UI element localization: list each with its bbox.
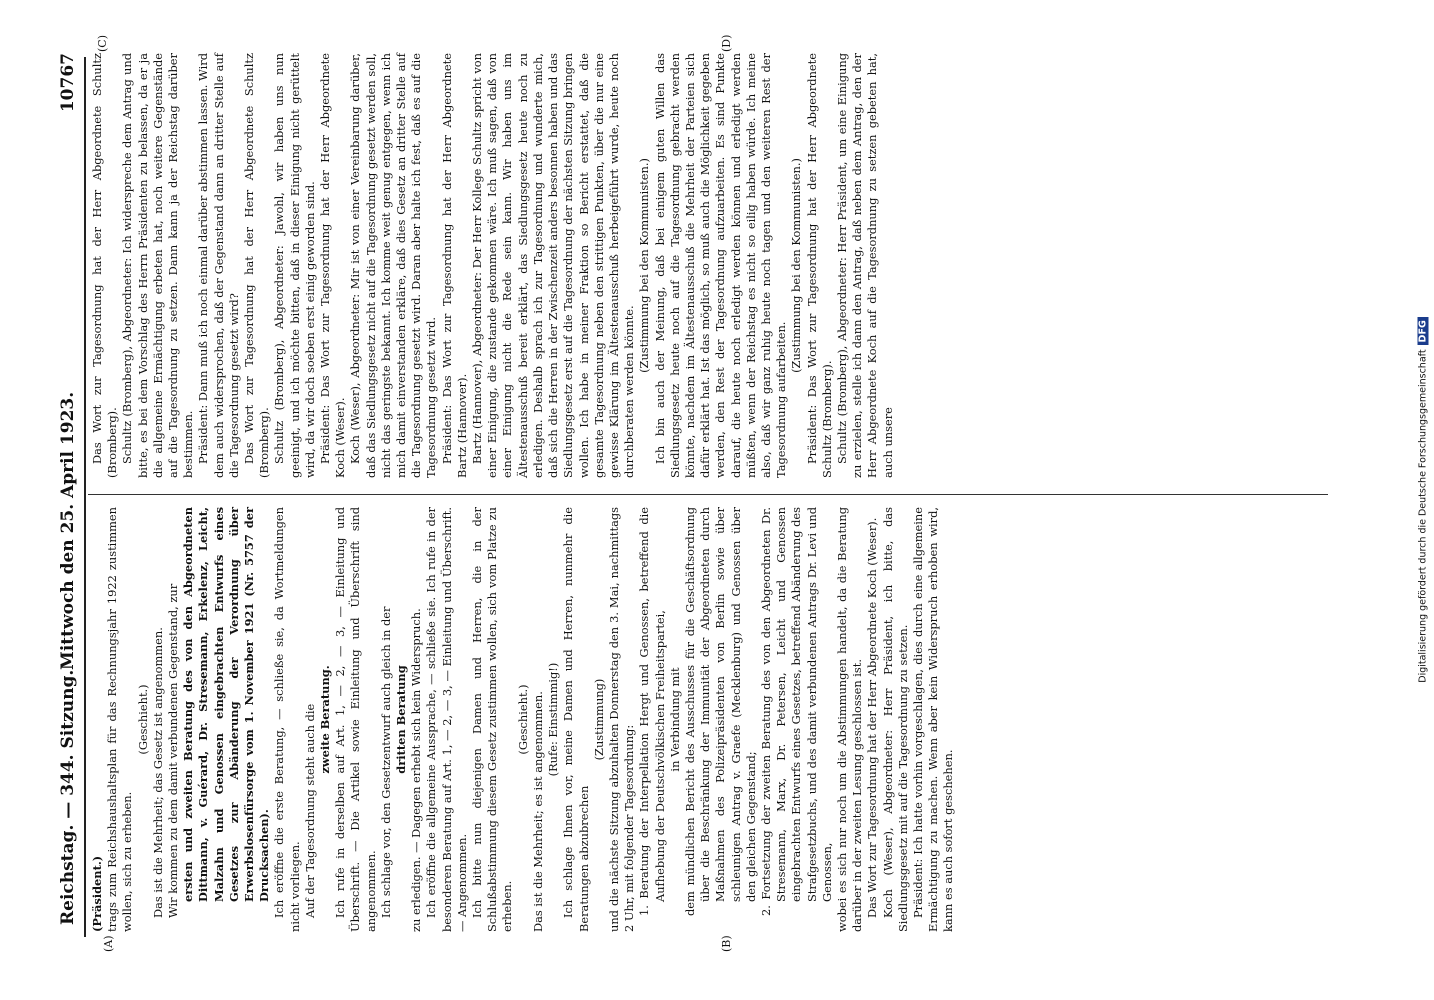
margin-mark-b: (B) bbox=[720, 935, 733, 952]
paragraph: Das ist die Mehrheit; es ist angenommen. bbox=[530, 691, 545, 932]
paragraph: Ich eröffne die erste Beratung, — schließe sie, da Wortmeldungen nicht vorliegen. bbox=[272, 507, 302, 932]
margin-mark-c: (C) bbox=[96, 35, 109, 52]
margin-mark-a: (A) bbox=[102, 935, 115, 952]
section-heading: zweite Beratung. bbox=[318, 665, 333, 774]
paragraph: wobei es sich nur noch um die Abstimmungen handelt, da die Beratung darüber in der zweiten Lesung geschlossen ist. bbox=[834, 507, 865, 932]
speech-paragraph: Schultz (Bromberg), Abgeordneter: Ich widerspreche dem Antrag und bitte, es bei dem Vorschlag des Herrn Präsidenten zu belassen, da er ja die allgemeine Ermächtigung erbeten hat, noch weitere Gegenstände auf die Tagesordnung zu setzen. Dann kann ja der Reichstag darüber bestimmen. bbox=[120, 53, 196, 478]
speaker-continuation: (Präsident.) bbox=[90, 855, 104, 932]
dfg-credit-text: Digitalisierung gefördert durch die Deutsche Forschungsgemeinschaft bbox=[1417, 349, 1429, 683]
paragraph: Auf der Tagesordnung steht auch die bbox=[302, 703, 317, 918]
stage-direction: (Geschieht.) bbox=[515, 684, 530, 755]
paragraph: Das ist die Mehrheit; das Gesetz ist angenommen. bbox=[150, 627, 165, 918]
stage-direction: (Rufe: Einstimmig!) bbox=[546, 662, 561, 777]
dfg-logo: DFG bbox=[1418, 317, 1429, 345]
agenda-item-heading: ersten und zweiten Beratung des von den Abgeordneten Dittmann, v. Guérard, Dr. Stresemann, Erkelenz, Leicht, Malzahn und Genossen eingebrachten Entwurfs eines Gesetzes zur Abänderung der Verordnung über Erwerbslosenfürsorge vom 1. November 1921 (Nr. 5757 der Drucksachen). bbox=[181, 507, 272, 902]
speech-paragraph: Präsident: Das Wort zur Tagesordnung hat der Herr Abgeordnete Bartz (Hannover). bbox=[439, 53, 469, 478]
paragraph: Wir kommen zu dem damit verbundenen Gegenstand, zur bbox=[166, 583, 181, 918]
agenda-list-item: 2. Fortsetzung der zweiten Beratung des von den Abgeordneten Dr. Stresemann, Marx, Dr. Petersen, Leicht und Genossen eingebrachten Entwurfs eines Gesetzes, betreffend Abänderung des Strafgesetzbuchs, und des damit verbundenen Antrags Dr. Levi und Genossen, bbox=[758, 507, 834, 916]
stage-direction: (Zustimmung bei den Kommunisten.) bbox=[789, 158, 804, 373]
stage-direction: (Zustimmung) bbox=[591, 678, 606, 761]
page-header bbox=[58, 0, 84, 1000]
credit-strip bbox=[1412, 0, 1434, 1000]
stage-direction: (Zustimmung bei den Kommunisten.) bbox=[637, 158, 652, 373]
paragraph: und die nächste Sitzung abzuhalten Donnerstag den 3. Mai, nachmittags 2 Uhr, mit folgender Tagesordnung: bbox=[606, 507, 637, 932]
paragraph: Ich eröffne die allgemeine Aussprache, — schließe sie. Ich rufe in der besonderen Beratung auf Art. 1, — 2, — 3, — Einleitung und Überschrift. — Angenommen. bbox=[424, 507, 469, 932]
paragraph: trags zum Reichshaushaltsplan für das Rechnungsjahr 1922 zustimmen wollen, sich zu erheben. bbox=[105, 507, 135, 932]
paragraph: Ich rufe in derselben auf Art. 1, — 2, — 3, — Einleitung und Überschrift. — Die Artikel sowie Einleitung und Überschrift sind angenommen. bbox=[333, 507, 378, 932]
stage-direction: (Geschieht.) bbox=[135, 684, 150, 755]
paragraph: Das Wort zur Tagesordnung hat der Herr Abgeordnete Schultz (Bromberg). bbox=[242, 53, 272, 478]
header-date: Mittwoch den 25. April 1923. bbox=[58, 391, 78, 670]
speech-paragraph: Koch (Weser), Abgeordneter: Herr Präsident, ich bitte, das Siedlungsgesetz mit auf die Tagesordnung zu setzen. bbox=[880, 507, 910, 932]
right-column bbox=[90, 53, 896, 478]
left-column bbox=[90, 507, 957, 932]
paragraph: zu erledigen. — Dagegen erhebt sich kein Widerspruch. bbox=[409, 608, 424, 932]
speech-paragraph: Präsident: Das Wort zur Tagesordnung hat der Herr Abgeordnete Koch (Weser). bbox=[318, 53, 348, 478]
paragraph: Das Wort zur Tagesordnung hat der Herr Abgeordnete Koch (Weser). bbox=[865, 517, 880, 918]
speech-paragraph: Schultz (Bromberg), Abgeordneter: Herr Präsident, um eine Einigung zu erzielen, stelle ich dann den Antrag, daß neben dem Antrag, den der Herr Abgeordnete Koch auf die Tagesordnung zu setzen gebeten hat, auch unsere bbox=[834, 53, 895, 478]
speech-paragraph: Präsident: Das Wort zur Tagesordnung hat der Herr Abgeordnete Schultz (Bromberg). bbox=[804, 53, 834, 478]
header-rule bbox=[84, 57, 86, 937]
column-divider bbox=[88, 494, 1328, 495]
paragraph: Ich schlage vor, den Gesetzentwurf auch gleich in der bbox=[378, 606, 393, 918]
paragraph: in Verbindung mit bbox=[667, 667, 682, 772]
agenda-list-item: dem mündlichen Bericht des Ausschusses für die Geschäftsordnung über die Beschränkung der Immunität der Abgeordneten durch Maßnahmen des Polizeipräsidenten von Berlin sowie über schleunigen Antrag v. Graefe (Mecklenburg) und Genossen über den gleichen Gegenstand; bbox=[682, 507, 758, 916]
speech-paragraph: Präsident: Dann muß ich noch einmal darüber abstimmen lassen. Wird dem auch widersprochen, daß der Gegenstand dann an dritter Stelle auf die Tagesordnung gesetzt wird? bbox=[196, 53, 241, 478]
speech-paragraph: Bartz (Hannover), Abgeordneter: Der Herr Kollege Schultz spricht von einer Einigung, die zustande gekommen wäre. Ich muß sagen, daß von einer Einigung nicht die Rede sein kann. Wir haben uns im Ältestenausschuß bereit erklärt, das Siedlungsgesetz heute noch zu erledigen. Deshalb sprach ich zur Tagesordnung und wunderte mich, daß sich die Herren in der Zwischenzeit anders besonnen haben und das Siedlungsgesetz erst auf die Tagesordnung der nächsten Sitzung bringen wollen. Ich habe in meiner Fraktion so Bericht erstattet, daß die gesamte Tagesordnung neben den strittigen Punkten, über die nur eine gewisse Klärung im Ältestenausschuß herbeigeführt wurde, heute noch durchberaten werden könnte. bbox=[470, 53, 637, 478]
agenda-list-item: 1. Beratung der Interpellation Hergt und Genossen, betreffend die Aufhebung der Deutschvölkischen Freiheitspartei, bbox=[637, 507, 667, 916]
paragraph: Das Wort zur Tagesordnung hat der Herr Abgeordnete Schultz (Bromberg). bbox=[90, 53, 120, 478]
speech-paragraph: Koch (Weser), Abgeordneter: Mir ist von einer Vereinbarung darüber, daß das Siedlungsgesetz nicht auf die Tagesordnung gesetzt werden soll, nicht das geringste bekannt. Ich komme weit genug entgegen, wenn ich mich damit einverstanden erkläre, daß dies Gesetz an dritter Stelle auf die Tagesordnung gesetzt wird. Daran aber halte ich fest, daß es auf die Tagesordnung gesetzt wird. bbox=[348, 53, 439, 478]
header-left: Reichstag. — 344. Sitzung. bbox=[58, 669, 78, 925]
margin-mark-d: (D) bbox=[720, 34, 733, 52]
paragraph: Ich bitte nun diejenigen Damen und Herren, die in der Schlußabstimmung diesem Gesetz zustimmen wollen, sich vom Platze zu erheben. bbox=[470, 507, 515, 932]
page-number: 10767 bbox=[58, 53, 78, 113]
speech-paragraph: Schultz (Bromberg), Abgeordneter: Jawohl, wir haben uns nun geeinigt, und ich möchte bitten, daß in dieser Einigung nicht gerüttelt wird, da wir doch soeben erst einig geworden sind. bbox=[272, 53, 317, 478]
section-heading: dritten Beratung bbox=[394, 665, 409, 774]
speech-paragraph: Ich bin auch der Meinung, daß bei einigem guten Willen das Siedlungsgesetz heute noch auf die Tagesordnung gebracht werden könnte, nachdem im Ältestenausschuß die Mehrheit der Parteien sich dafür erklärt hat. Ist das möglich, so muß auch die Möglichkeit gegeben werden, den Rest der Tagesordnung aufzuarbeiten. Es sind Punkte darauf, die heute noch erledigt werden können und erledigt werden müßten, wenn der Reichstag es nicht so eilig haben würde. Ich meine also, daß wir ganz ruhig heute noch tagen und den weiteren Rest der Tagesordnung aufarbeiten. bbox=[652, 53, 789, 478]
speech-paragraph: Präsident: Ich hatte vorhin vorgeschlagen, dies durch eine allgemeine Ermächtigung zu machen. Wenn aber kein Widerspruch erhoben wird, kann es auch sofort geschehen. bbox=[910, 507, 956, 932]
paragraph: Ich schlage Ihnen vor, meine Damen und Herren, nunmehr die Beratungen abzubrechen bbox=[561, 507, 591, 932]
